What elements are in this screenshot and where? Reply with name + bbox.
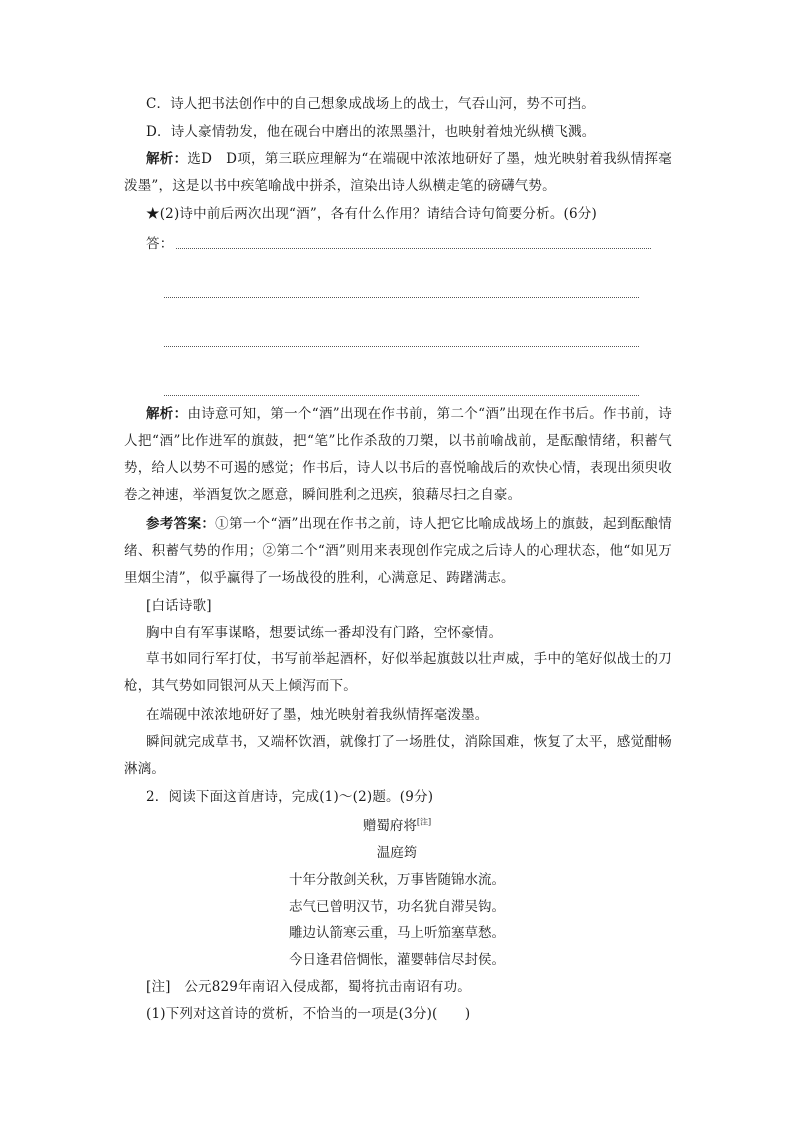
option-c: C．诗人把书法创作中的自己想象成战场上的战士，气吞山河，势不可挡。 [146,96,595,112]
analysis-1-text: 选D D项，第三联应理解为“在端砚中浓浓地研好了墨，烛光映射着我纵情挥毫泼墨”，这是以书中疾笔喻战中拼杀，渲染出诗人纵横走笔的磅礴气势。 [124,151,672,194]
answer-line-3[interactable] [164,346,639,347]
baihua-title: [白话诗歌] [146,598,212,614]
poem-line-3: 雕边认箭寒云重，马上听笳塞草愁。 [289,925,505,941]
analysis-2-text: 由诗意可知，第一个“酒”出现在作书前，第二个“酒”出现在作书后。作书前，诗人把“酒”比作进军的旗鼓，把“笔”比作杀敌的刀槊，以书前喻战前，是酝酿情绪，积蓄气势，给人以势不可遏的感觉；作书后，诗人以书后的喜悦喻战后的欢快心情，表现出须臾收卷之神速，举酒复饮之愿意，瞬间胜利之迅疾，狼藉尽扫之自豪。 [124,406,672,503]
poem-author: 温庭筠 [376,845,418,861]
reference-answer-label: 参考答案： [146,516,216,532]
reference-answer-text: ①第一个“酒”出现在作书之前，诗人把它比喻成战场上的旗鼓，起到酝酿情绪、积蓄气势的作用；②第二个“酒”则用来表现创作完成之后诗人的心理状态，他“如见万里烟尘清”，似乎赢得了一场战役的胜利，心满意足、踌躇满志。 [124,516,673,586]
option-d: D．诗人豪情勃发，他在砚台中磨出的浓黑墨汁，也映射着烛光纵横飞溅。 [146,124,596,140]
question-2-intro: 2．阅读下面这首唐诗，完成(1)～(2)题。(9分) [146,789,434,805]
analysis-2-label: 解析： [146,406,188,422]
poem-title [0,816,794,836]
poem-title-text: 赠蜀府将 [362,818,417,834]
analysis-2 [124,401,672,509]
poem-title-note: [注] [416,817,432,827]
baihua-line-4: 瞬间就完成草书，又端杯饮酒，就像打了一场胜仗，消除国难，恢复了太平，感觉酣畅淋漓。 [124,734,672,777]
sub-question-2: ★(2)诗中前后两次出现“酒”，各有什么作用？请结合诗句简要分析。(6分) [146,206,597,222]
answer-line-2[interactable] [164,297,639,298]
baihua-line-1: 胸中自有军事谋略，想要试练一番却没有门路，空怀豪情。 [146,625,503,641]
poem-note: [注] 公元829年南诏入侵成都，蜀将抗击南诏有功。 [146,979,472,995]
analysis-1 [124,146,672,200]
analysis-1-label: 解析： [146,151,188,167]
question-2-sub-1: (1)下列对这首诗的赏析，不恰当的一项是(3分)( ) [146,1006,471,1022]
answer-line-4[interactable] [164,395,639,396]
poem-line-2: 志气已曾明汉节，功名犹自滞吴钩。 [289,899,505,915]
baihua-line-2: 草书如同行军打仗，书写前举起酒杯，好似举起旗鼓以壮声威，手中的笔好似战士的刀枪，其气势如同银河从天上倾泻而下。 [124,651,672,694]
answer-label: 答： [146,236,174,252]
baihua-line-3: 在端砚中浓浓地研好了墨，烛光映射着我纵情挥毫泼墨。 [146,707,489,723]
reference-answer [124,511,672,592]
answer-line-1[interactable] [176,248,651,249]
poem-line-1: 十年分散剑关秋，万事皆随锦水流。 [289,872,505,888]
poem-line-4: 今日逢君倍惆怅，灌婴韩信尽封侯。 [289,952,505,968]
